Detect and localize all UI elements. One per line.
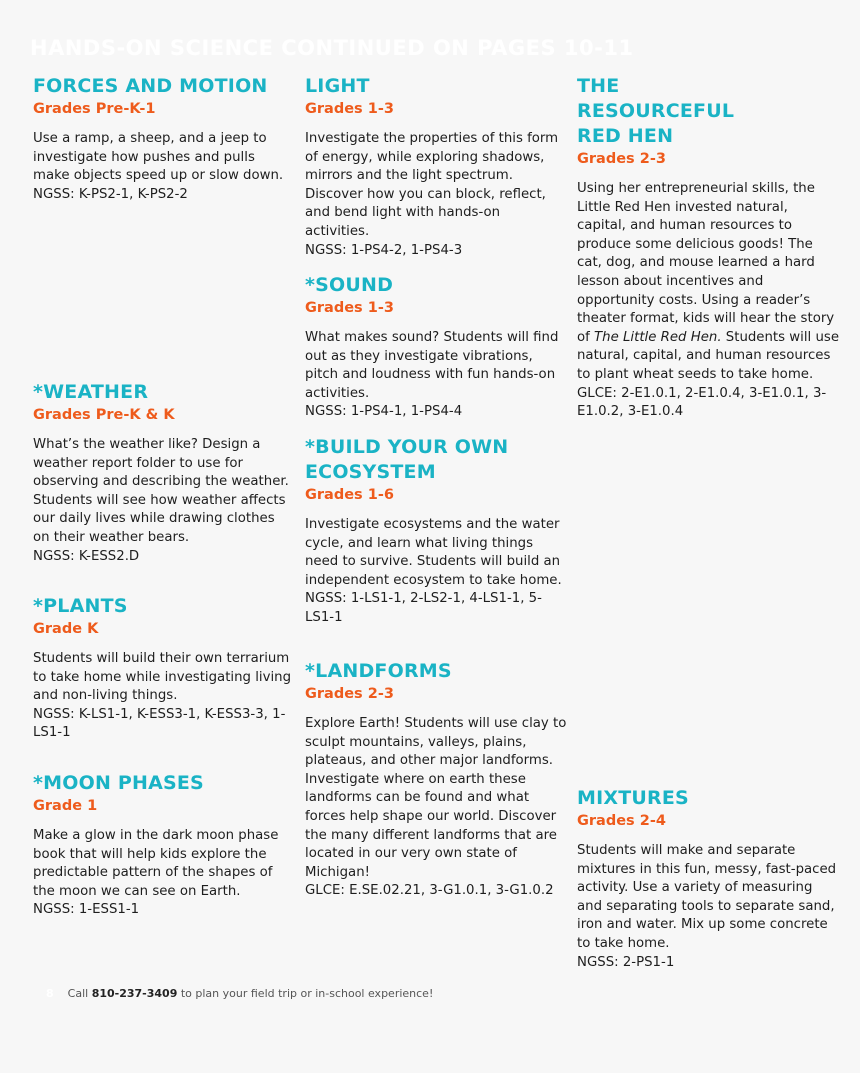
program-title: *SOUND bbox=[305, 274, 394, 296]
program-moon-phases bbox=[33, 771, 295, 920]
description-text: Students will use natural, capital, and human resources to plant wheat seeds to take home. bbox=[577, 329, 840, 382]
program-title: *WEATHER bbox=[33, 381, 149, 403]
standards: NGSS: 1-PS4-2, 1-PS4-3 bbox=[305, 242, 463, 258]
program-title: *MOON PHASES bbox=[33, 772, 204, 794]
grade-level: Grades Pre-K & K bbox=[33, 407, 175, 423]
program-weather bbox=[33, 380, 295, 566]
program-resourceful-red-hen bbox=[577, 74, 839, 422]
standards: GLCE: 2-E1.0.1, 2-E1.0.4, 3-E1.0.1, 3-E1.0.2, 3-E1.0.4 bbox=[577, 385, 827, 420]
book-title: The Little Red Hen. bbox=[594, 329, 722, 345]
standards: GLCE: E.SE.02.21, 3-G1.0.1, 3-G1.0.2 bbox=[305, 883, 554, 899]
program-description: What makes sound? Students will find out as they investigate vibrations, pitch and loudness with fun hands-on activities. bbox=[305, 330, 559, 401]
program-description: Investigate ecosystems and the water cycle, and learn what living things need to survive. Students will build an independent ecosystem to take home. bbox=[305, 517, 562, 588]
grade-level: Grades 2-3 bbox=[305, 686, 394, 702]
standards: NGSS: 1-LS1-1, 2-LS2-1, 4-LS1-1, 5-LS1-1 bbox=[305, 591, 542, 625]
program-description: Explore Earth! Students will use clay to sculpt mountains, valleys, plains, plateaus, and other major landforms. Investigate where on earth these landforms can be found and what forces help shape our world. Discover the many different landforms that are located in our very own state of Michigan! bbox=[305, 716, 567, 880]
grade-level: Grades 1-3 bbox=[305, 300, 394, 316]
page-number: 8 bbox=[46, 987, 54, 1000]
program-description: Use a ramp, a sheep, and a jeep to investigate how pushes and pulls make objects speed up or slow down. bbox=[33, 131, 284, 184]
program-title: FORCES AND MOTION bbox=[33, 75, 268, 97]
program-sound bbox=[305, 273, 567, 422]
program-title: LIGHT bbox=[305, 75, 370, 97]
page-banner: HANDS-ON SCIENCE CONTINUED ON PAGES 10-11 bbox=[30, 36, 634, 60]
program-landforms bbox=[305, 659, 567, 901]
program-description: Students will build their own terrarium to take home while investigating living and non-living things. bbox=[33, 651, 292, 704]
page-footer bbox=[46, 987, 433, 1000]
grade-level: Grades Pre-K-1 bbox=[33, 101, 156, 117]
program-mixtures bbox=[577, 786, 839, 972]
program-plants bbox=[33, 594, 295, 743]
standards: NGSS: K-PS2-1, K-PS2-2 bbox=[33, 186, 188, 202]
footer-suffix: to plan your field trip or in-school experience! bbox=[177, 987, 434, 1000]
program-forces-and-motion bbox=[33, 74, 295, 204]
program-description: Make a glow in the dark moon phase book that will help kids explore the predictable pattern of the shapes of the moon we can see on Earth. bbox=[33, 828, 279, 899]
standards: NGSS: 1-PS4-1, 1-PS4-4 bbox=[305, 404, 463, 420]
grade-level: Grades 1-3 bbox=[305, 101, 394, 117]
program-title: MIXTURES bbox=[577, 787, 689, 809]
program-description: What’s the weather like? Design a weather report folder to use for observing and describing the weather. Students will see how weather affects our daily lives while drawing clothes on their weather bears. bbox=[33, 437, 289, 545]
footer-prefix: Call bbox=[67, 987, 92, 1000]
grade-level: Grade 1 bbox=[33, 798, 98, 814]
standards: NGSS: 2-PS1-1 bbox=[577, 954, 675, 970]
program-title: THE RESOURCEFUL RED HEN bbox=[577, 75, 735, 147]
standards: NGSS: K-LS1-1, K-ESS3-1, K-ESS3-3, 1-LS1-1 bbox=[33, 706, 286, 741]
grade-level: Grade K bbox=[33, 621, 99, 637]
grade-level: Grades 1-6 bbox=[305, 487, 394, 503]
program-description bbox=[577, 180, 839, 385]
standards: NGSS: K-ESS2.D bbox=[33, 548, 140, 564]
description-text: Using her entrepreneurial skills, the Little Red Hen invested natural, capital, and human resources to produce some delicious goods! The cat, dog, and mouse learned a hard lesson about incentives and opportunity costs. Using a reader’s theater format, kids will hear the story of bbox=[577, 181, 835, 345]
program-description: Students will make and separate mixtures in this fun, messy, fast-paced activity. Use a variety of measuring and separating tools to separate sand, iron and water. Mix up some concrete to take home. bbox=[577, 843, 837, 951]
program-title: *PLANTS bbox=[33, 595, 128, 617]
program-description: Investigate the properties of this form of energy, while exploring shadows, mirrors and the light spectrum. Discover how you can block, reflect, and bend light with hands-on activities. bbox=[305, 131, 559, 239]
grade-level: Grades 2-3 bbox=[577, 151, 666, 167]
phone-number: 810-237-3409 bbox=[91, 987, 178, 1000]
program-build-your-own-ecosystem bbox=[305, 435, 567, 628]
program-light bbox=[305, 74, 567, 260]
standards: NGSS: 1-ESS1-1 bbox=[33, 902, 140, 918]
program-title: *BUILD YOUR OWN ECOSYSTEM bbox=[305, 436, 509, 483]
program-title: *LANDFORMS bbox=[305, 660, 452, 682]
grade-level: Grades 2-4 bbox=[577, 813, 666, 829]
